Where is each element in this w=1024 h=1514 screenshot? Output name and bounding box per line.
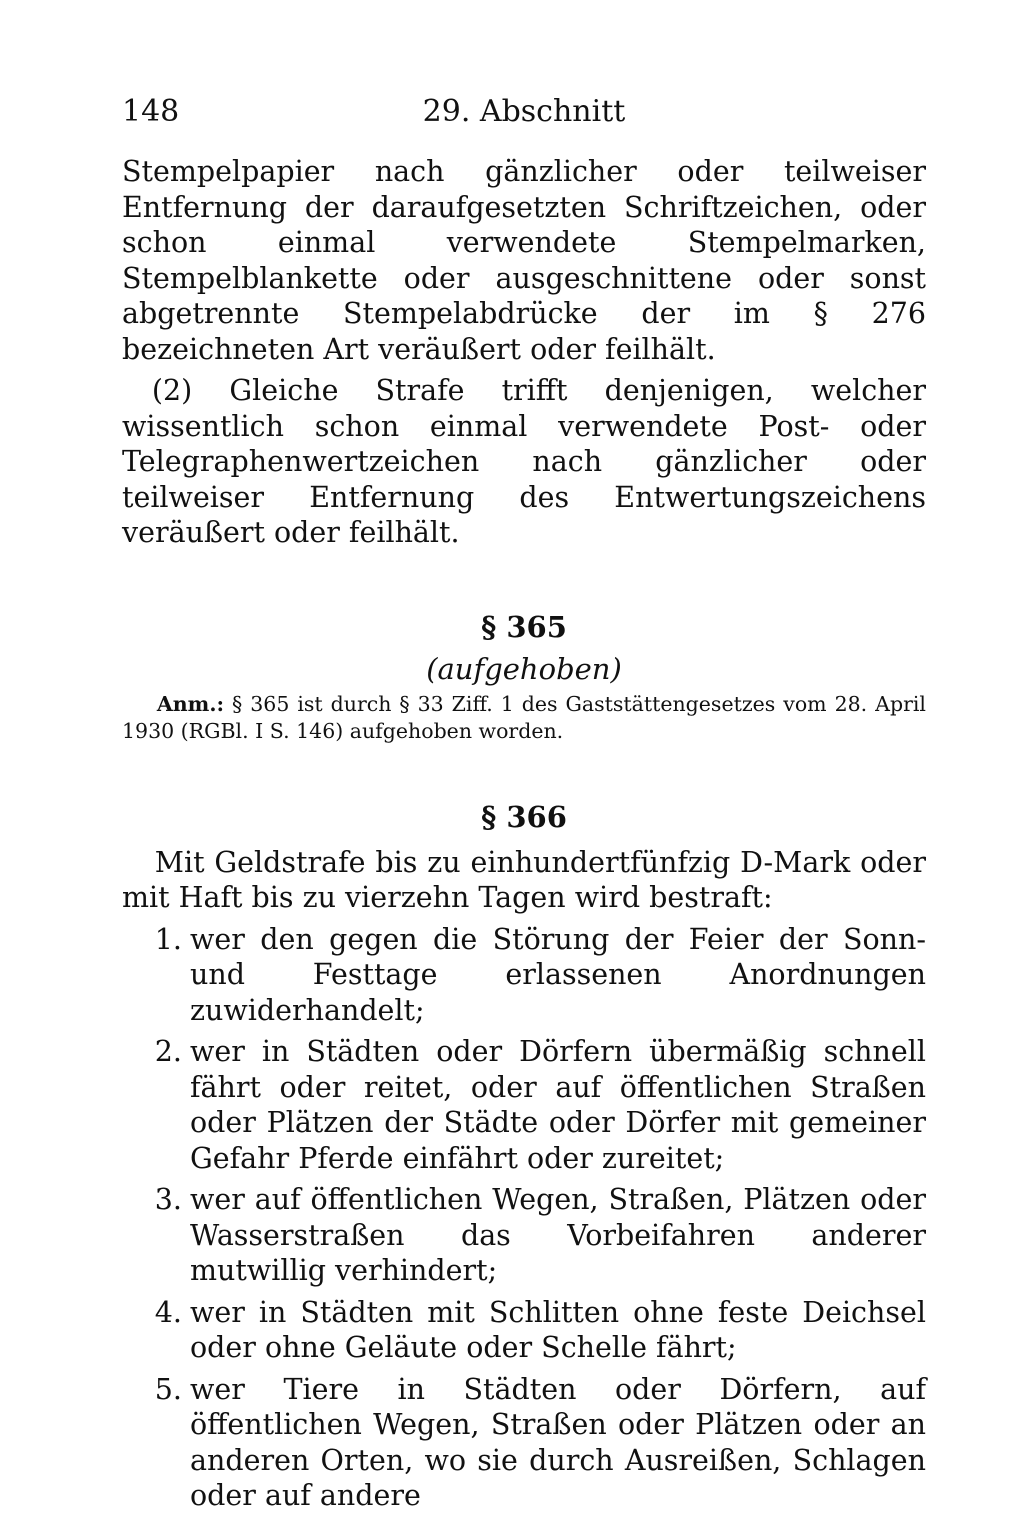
section-365-title: § 365	[481, 609, 567, 644]
section-366-intro: Mit Geldstrafe bis zu einhundertfünfzig D-Mark oder mit Haft bis zu vierzehn Tagen wird bestraft:	[122, 845, 926, 914]
paragraph-2	[122, 373, 926, 551]
section-365-note	[122, 691, 926, 745]
note-text: § 365 ist durch § 33 Ziff. 1 des Gaststättengesetzes vom 28. April 1930 (RGBl. I S. 146) aufgehoben worden.	[122, 691, 926, 743]
list-item	[122, 1182, 926, 1289]
section-366-title: § 366	[481, 799, 567, 834]
list-item-number: 4.	[154, 1295, 182, 1329]
list-item	[122, 1295, 926, 1366]
list-item-text: wer Tiere in Städten oder Dörfern, auf öffentlichen Wegen, Straßen oder Plätzen oder an anderen Orten, wo sie durch Ausreißen, Schlagen oder auf andere	[190, 1372, 926, 1512]
note-label: Anm.:	[156, 691, 225, 716]
list-item-text: wer in Städten mit Schlitten ohne feste Deichsel oder ohne Geläute oder Schelle fährt;	[190, 1295, 926, 1364]
list-item	[122, 1034, 926, 1176]
page-header	[122, 92, 926, 136]
list-item-text: wer in Städten oder Dörfern übermäßig schnell fährt oder reitet, oder auf öffentlichen Straßen oder Plätzen der Städte oder Dörfer mit gemeiner Gefahr Pferde einfährt oder zureitet;	[190, 1035, 926, 1175]
list-item-number: 1.	[154, 922, 182, 956]
list-item-number: 3.	[154, 1183, 182, 1216]
section-365-status: (aufgehoben)	[426, 651, 622, 686]
list-item-text: wer den gegen die Störung der Feier der Sonn- und Festtage erlassenen Anordnungen zuwiderhandelt;	[190, 922, 926, 1027]
running-section-heading: 29. Abschnitt	[422, 94, 626, 129]
section-366-list	[122, 922, 926, 1514]
list-item	[122, 922, 926, 1029]
list-item-text: wer auf öffentlichen Wegen, Straßen, Plätzen oder Wasserstraßen das Vorbeifahren anderer mutwillig verhindert;	[190, 1183, 926, 1287]
list-item-number: 2.	[154, 1035, 182, 1068]
continuation-paragraph: Stempelpapier nach gänzlicher oder teilweiser Entfernung der daraufgesetzten Schriftzeichen, oder schon einmal verwendete Stempelmarken, Stempelblankette oder ausgeschnittene oder sonst abgetrennte Stempelabdrücke der im § 276 bezeichneten Art veräußert oder feilhält.	[122, 155, 926, 366]
paragraph-2-number: (2)	[151, 374, 193, 407]
page-number: 148	[122, 94, 180, 129]
document-page	[122, 92, 927, 1512]
list-item-number: 5.	[154, 1372, 182, 1406]
paragraph-2-text: Gleiche Strafe trifft denjenigen, welcher wissentlich schon einmal verwendete Post- oder Telegraphenwertzeichen nach gänzlicher oder teilweiser Entfernung des Entwertungszeichens veräußert oder feilhält.	[122, 374, 927, 549]
